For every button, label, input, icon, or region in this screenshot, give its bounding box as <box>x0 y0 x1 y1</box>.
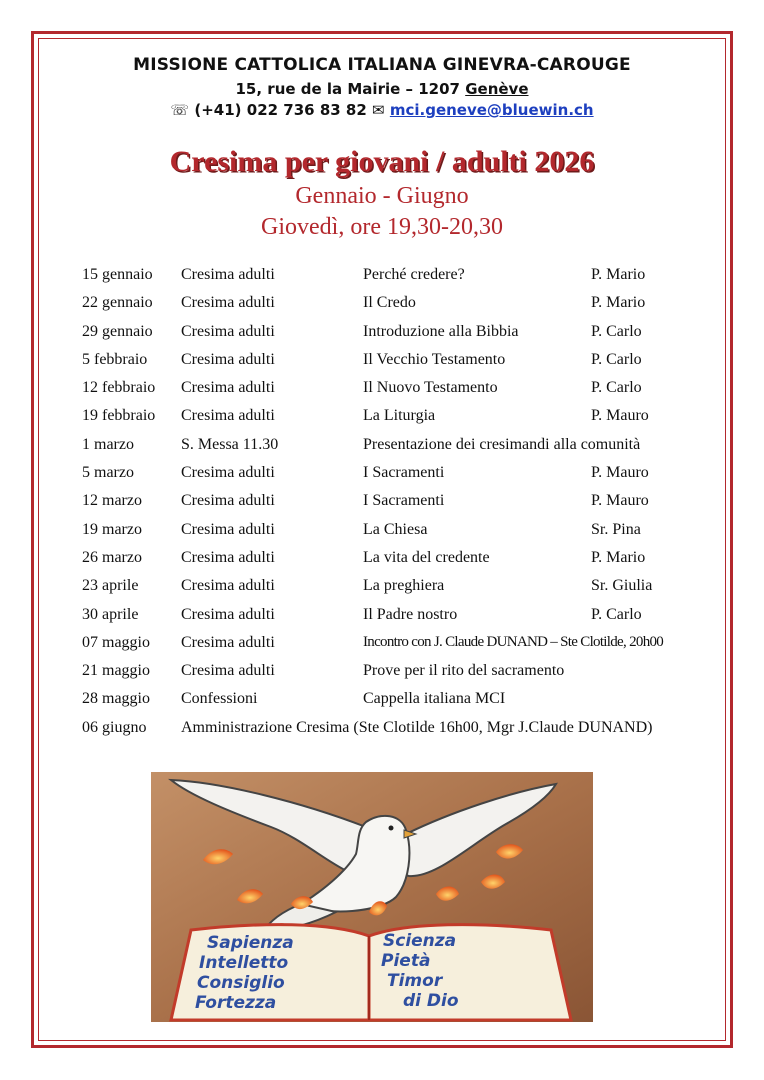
dove-book-illustration <box>151 772 593 1022</box>
contact-line <box>0 101 764 119</box>
address-street: 15, rue de la Mairie – 1207 <box>235 80 466 98</box>
row-topic: Perché credere? <box>363 266 465 283</box>
gift-sapienza: Sapienza <box>207 933 294 953</box>
row-date: 19 marzo <box>82 520 142 538</box>
row-speaker: Sr. Giulia <box>591 577 653 595</box>
row-date: 29 gennaio <box>82 322 153 340</box>
row-type: S. Messa 11.30 <box>181 435 279 453</box>
row-type: Cresima adulti <box>181 407 275 425</box>
row-type: Cresima adulti <box>181 605 275 623</box>
gift-timor: Timor <box>387 971 443 991</box>
row-date: 1 marzo <box>82 435 134 453</box>
row-date: 5 febbraio <box>82 350 148 368</box>
row-type: Cresima adulti <box>181 577 275 595</box>
row-type: Cresima adulti <box>181 520 275 538</box>
row-topic: La Chiesa <box>363 520 428 538</box>
phone-number: (+41) 022 736 83 82 <box>194 101 367 119</box>
row-date: 12 febbraio <box>82 379 156 397</box>
org-name: MISSIONE CATTOLICA ITALIANA GINEVRA-CAROUGE <box>133 55 631 75</box>
row-type: Cresima adulti <box>181 492 275 510</box>
row-topic: Introduzione alla Bibbia <box>363 322 519 340</box>
row-type: Cresima adulti <box>181 633 275 651</box>
row-date: 21 maggio <box>82 662 150 680</box>
row-topic: La Liturgia <box>363 407 436 425</box>
row-speaker: P. Mauro <box>591 492 649 510</box>
row-date: 15 gennaio <box>82 266 153 283</box>
row-topic: La preghiera <box>363 577 445 595</box>
row-type: Cresima adulti <box>181 294 275 312</box>
gift-intelletto: Intelletto <box>199 953 289 973</box>
row-date: 5 marzo <box>82 464 134 482</box>
row-topic: I Sacramenti <box>363 464 445 482</box>
time-subtitle: Giovedì, ore 19,30-20,30 <box>261 214 503 240</box>
row-type: Cresima adulti <box>181 322 275 340</box>
row-speaker: P. Carlo <box>591 322 642 340</box>
page-title: Cresima per giovani / adulti 2026 <box>169 145 595 178</box>
row-type: Cresima adulti <box>181 662 275 680</box>
row-description: Amministrazione Cresima (Ste Clotilde 16h00, Mgr J.Claude DUNAND) <box>181 718 653 736</box>
row-topic: Il Credo <box>363 294 416 312</box>
phone-icon: ☏ <box>170 101 190 119</box>
row-topic: I Sacramenti <box>363 492 445 510</box>
row-date: 26 marzo <box>82 548 142 566</box>
row-date: 07 maggio <box>82 633 150 651</box>
row-topic: Prove per il rito del sacramento <box>363 662 565 680</box>
row-date: 30 aprile <box>82 605 139 623</box>
row-date: 06 giugno <box>82 718 147 736</box>
row-topic: Incontro con J. Claude DUNAND – Ste Clotilde, 20h00 <box>363 633 664 650</box>
gift-pieta: Pietà <box>381 951 431 971</box>
row-type: Cresima adulti <box>181 548 275 566</box>
row-speaker: P. Mario <box>591 548 646 566</box>
row-type: Cresima adulti <box>181 350 275 368</box>
row-type: Cresima adulti <box>181 464 275 482</box>
row-speaker: Sr. Pina <box>591 520 641 538</box>
period-subtitle: Gennaio - Giugno <box>295 183 469 209</box>
gift-scienza: Scienza <box>383 931 457 951</box>
row-topic: Il Nuovo Testamento <box>363 379 498 397</box>
row-type: Cresima adulti <box>181 379 275 397</box>
email-link[interactable]: mci.geneve@bluewin.ch <box>389 101 594 119</box>
row-type: Cresima adulti <box>181 266 275 283</box>
row-type: Confessioni <box>181 690 258 708</box>
row-topic: Il Padre nostro <box>363 605 458 623</box>
row-topic: Il Vecchio Testamento <box>363 350 506 368</box>
row-topic: Presentazione dei cresimandi alla comunità <box>363 435 641 453</box>
row-date: 19 febbraio <box>82 407 156 425</box>
row-speaker: P. Carlo <box>591 350 642 368</box>
gift-fortezza: Fortezza <box>195 993 277 1013</box>
row-speaker: P. Mario <box>591 294 646 312</box>
address <box>0 80 764 98</box>
row-speaker: P. Mauro <box>591 464 649 482</box>
row-date: 23 aprile <box>82 577 139 595</box>
row-date: 22 gennaio <box>82 294 153 312</box>
row-speaker: P. Carlo <box>591 379 642 397</box>
row-speaker: P. Carlo <box>591 605 642 623</box>
gift-consiglio: Consiglio <box>197 973 285 993</box>
gift-di-dio: di Dio <box>403 991 459 1011</box>
address-city: Genève <box>465 80 529 98</box>
row-topic: Cappella italiana MCI <box>363 690 506 708</box>
row-date: 12 marzo <box>82 492 142 510</box>
row-speaker: P. Mario <box>591 266 646 283</box>
row-date: 28 maggio <box>82 690 150 708</box>
row-topic: La vita del credente <box>363 548 490 566</box>
envelope-icon: ✉ <box>372 101 385 119</box>
row-speaker: P. Mauro <box>591 407 649 425</box>
